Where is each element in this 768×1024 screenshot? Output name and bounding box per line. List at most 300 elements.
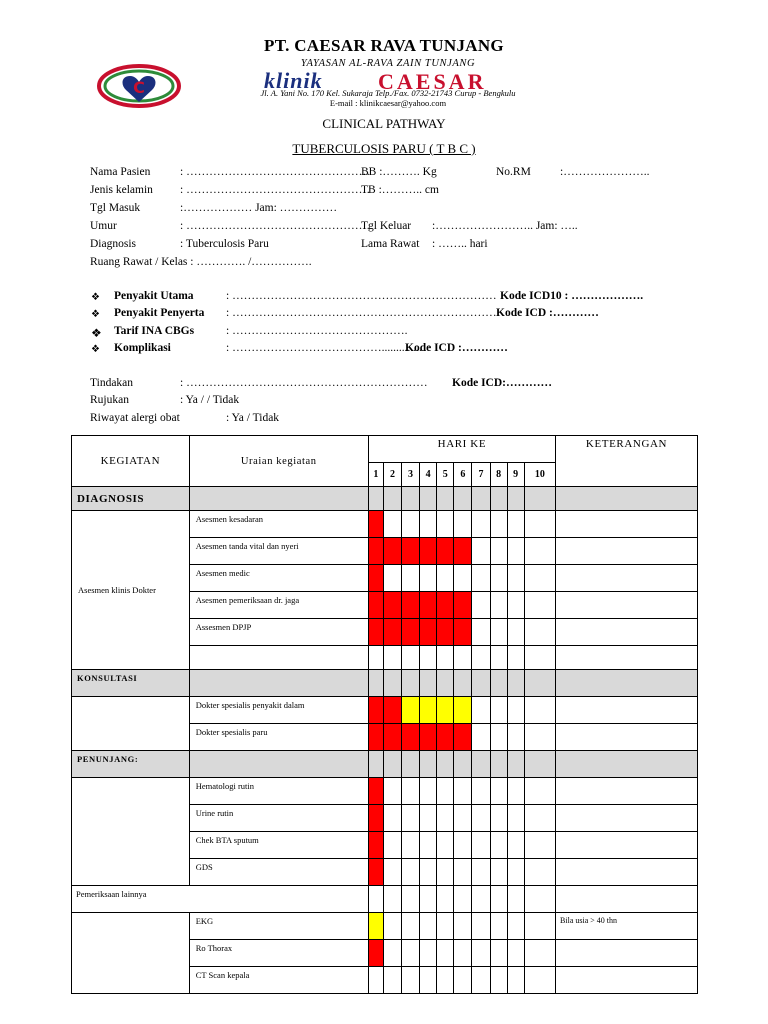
keterangan-cell[interactable]: Bila usia > 40 thn bbox=[556, 913, 698, 940]
day-cell[interactable] bbox=[490, 886, 507, 913]
day-cell[interactable] bbox=[490, 805, 507, 832]
yayasan-name: YAYASAN AL-RAVA ZAIN TUNJANG bbox=[300, 58, 476, 69]
day-cell[interactable] bbox=[472, 538, 490, 565]
penyakit-penyerta-label: Penyakit Penyerta bbox=[114, 307, 205, 319]
table-row bbox=[72, 511, 698, 538]
day-cell bbox=[383, 487, 401, 511]
day-cell bbox=[437, 670, 454, 697]
day-cell[interactable] bbox=[472, 646, 490, 670]
day-cell[interactable] bbox=[383, 619, 401, 646]
keterangan-header: KETERANGAN bbox=[556, 436, 698, 487]
klinik-word: klinik bbox=[264, 68, 323, 93]
tindakan-field[interactable]: : ……………………………………………………… bbox=[180, 377, 428, 389]
clinical-pathway-table bbox=[71, 435, 698, 994]
day-cell[interactable] bbox=[402, 697, 420, 724]
day-cell[interactable] bbox=[402, 511, 420, 538]
day-cell[interactable] bbox=[524, 832, 555, 859]
day-cell[interactable] bbox=[420, 646, 437, 670]
bb-field[interactable]: BB :………. Kg bbox=[361, 166, 437, 178]
kode-icd10-field[interactable]: Kode ICD10 : ………………. bbox=[500, 290, 644, 302]
day-cell[interactable] bbox=[420, 619, 437, 646]
day-cell[interactable] bbox=[490, 724, 507, 751]
day-number: 7 bbox=[472, 463, 490, 487]
day-cell bbox=[420, 487, 437, 511]
document-subtitle: TUBERCULOSIS PARU ( T B C ) bbox=[292, 141, 476, 156]
day-cell bbox=[420, 751, 437, 778]
day-cell[interactable] bbox=[454, 619, 472, 646]
day-cell bbox=[454, 751, 472, 778]
keterangan-cell[interactable] bbox=[556, 619, 698, 646]
day-cell[interactable] bbox=[383, 538, 401, 565]
day-cell[interactable] bbox=[524, 697, 555, 724]
pemeriksaan-lain-label: Pemeriksaan lainnya bbox=[72, 886, 369, 913]
day-cell[interactable] bbox=[420, 592, 437, 619]
day-cell[interactable] bbox=[402, 805, 420, 832]
clinic-address: Jl. A. Yani No. 170 Kel. Sukaraja Telp./Fax. 0732-21743 Curup - Bengkulu bbox=[260, 88, 516, 98]
clinic-banner bbox=[206, 58, 570, 106]
day-cell[interactable] bbox=[472, 940, 490, 967]
day-cell[interactable] bbox=[368, 805, 383, 832]
day-cell[interactable] bbox=[524, 940, 555, 967]
kegiatan-group-cell bbox=[72, 913, 190, 994]
day-cell bbox=[368, 751, 383, 778]
uraian-cell: Dokter spesialis paru bbox=[189, 724, 368, 751]
day-cell[interactable] bbox=[454, 940, 472, 967]
day-cell[interactable] bbox=[454, 886, 472, 913]
day-cell[interactable] bbox=[437, 511, 454, 538]
day-cell[interactable] bbox=[454, 697, 472, 724]
uraian-cell: Asesmen tanda vital dan nyeri bbox=[189, 538, 368, 565]
day-cell[interactable] bbox=[507, 805, 524, 832]
day-cell[interactable] bbox=[490, 832, 507, 859]
day-cell bbox=[383, 670, 401, 697]
day-cell[interactable] bbox=[437, 778, 454, 805]
keterangan-cell[interactable] bbox=[556, 592, 698, 619]
clinic-logo bbox=[96, 62, 182, 110]
day-cell[interactable] bbox=[507, 697, 524, 724]
uraian-cell: Assesmen DPJP bbox=[189, 619, 368, 646]
day-cell[interactable] bbox=[383, 940, 401, 967]
uraian-header: Uraian kegiatan bbox=[189, 436, 368, 487]
komplikasi-label: Komplikasi bbox=[114, 342, 171, 354]
nama-field[interactable]: : ………………………………………… bbox=[180, 166, 371, 178]
day-cell[interactable] bbox=[368, 778, 383, 805]
day-cell[interactable] bbox=[437, 619, 454, 646]
day-cell[interactable] bbox=[507, 592, 524, 619]
company-name: PT. CAESAR RAVA TUNJANG bbox=[264, 36, 504, 55]
day-cell[interactable] bbox=[402, 538, 420, 565]
day-cell[interactable] bbox=[368, 697, 383, 724]
keterangan-cell bbox=[556, 487, 698, 511]
day-cell bbox=[507, 487, 524, 511]
section-header: PENUNJANG: bbox=[72, 751, 190, 778]
table-row bbox=[72, 697, 698, 724]
uraian-cell: Urine rutin bbox=[189, 805, 368, 832]
uraian-cell bbox=[189, 751, 368, 778]
day-number: 5 bbox=[437, 463, 454, 487]
tindakan-label: Tindakan bbox=[90, 377, 134, 389]
diamond-bullet-icon: ❖ bbox=[91, 292, 100, 303]
keterangan-cell bbox=[556, 751, 698, 778]
day-cell[interactable] bbox=[420, 778, 437, 805]
day-cell[interactable] bbox=[402, 886, 420, 913]
kode-icd-field-1[interactable]: Kode ICD :………… bbox=[496, 307, 599, 319]
table-row bbox=[72, 778, 698, 805]
day-cell[interactable] bbox=[524, 724, 555, 751]
day-number: 1 bbox=[368, 463, 383, 487]
uraian-cell: GDS bbox=[189, 859, 368, 886]
day-cell bbox=[490, 487, 507, 511]
day-cell[interactable] bbox=[524, 886, 555, 913]
day-cell[interactable] bbox=[383, 967, 401, 994]
keterangan-cell[interactable] bbox=[556, 511, 698, 538]
day-cell[interactable] bbox=[490, 697, 507, 724]
keterangan-cell[interactable] bbox=[556, 538, 698, 565]
kegiatan-group-cell bbox=[72, 778, 190, 886]
day-cell[interactable] bbox=[420, 805, 437, 832]
day-cell[interactable] bbox=[472, 832, 490, 859]
day-cell[interactable] bbox=[454, 646, 472, 670]
day-cell[interactable] bbox=[490, 592, 507, 619]
keterangan-cell[interactable] bbox=[556, 832, 698, 859]
day-cell[interactable] bbox=[490, 646, 507, 670]
day-cell[interactable] bbox=[507, 940, 524, 967]
day-cell[interactable] bbox=[524, 646, 555, 670]
rujukan-field[interactable]: : Ya / / Tidak bbox=[180, 394, 240, 406]
uraian-cell[interactable] bbox=[189, 646, 368, 670]
day-cell[interactable] bbox=[507, 778, 524, 805]
day-cell[interactable] bbox=[524, 913, 555, 940]
day-cell[interactable] bbox=[472, 778, 490, 805]
day-cell[interactable] bbox=[383, 646, 401, 670]
day-cell[interactable] bbox=[437, 913, 454, 940]
day-cell[interactable] bbox=[402, 778, 420, 805]
day-cell[interactable] bbox=[490, 565, 507, 592]
day-cell[interactable] bbox=[383, 778, 401, 805]
day-cell[interactable] bbox=[437, 697, 454, 724]
kegiatan-header: KEGIATAN bbox=[72, 436, 190, 487]
day-cell[interactable] bbox=[402, 832, 420, 859]
tarif-label: Tarif INA CBGs bbox=[114, 325, 195, 337]
day-cell[interactable] bbox=[420, 913, 437, 940]
keterangan-cell[interactable] bbox=[556, 565, 698, 592]
uraian-cell: Asesmen kesadaran bbox=[189, 511, 368, 538]
keterangan-cell[interactable] bbox=[556, 646, 698, 670]
day-cell[interactable] bbox=[507, 913, 524, 940]
day-cell[interactable] bbox=[383, 913, 401, 940]
keterangan-cell[interactable] bbox=[556, 967, 698, 994]
day-cell[interactable] bbox=[437, 886, 454, 913]
hari-ke-header: HARI KE bbox=[368, 436, 555, 463]
day-cell[interactable] bbox=[402, 967, 420, 994]
uraian-cell: Hematologi rutin bbox=[189, 778, 368, 805]
kegiatan-group-cell: Asesmen klinis Dokter bbox=[72, 511, 190, 670]
day-cell[interactable] bbox=[420, 940, 437, 967]
day-cell[interactable] bbox=[507, 832, 524, 859]
norm-label: No.RM bbox=[496, 166, 531, 178]
day-cell bbox=[524, 751, 555, 778]
day-number: 8 bbox=[490, 463, 507, 487]
day-cell bbox=[507, 751, 524, 778]
day-cell bbox=[524, 487, 555, 511]
day-cell[interactable] bbox=[383, 565, 401, 592]
uraian-cell: Ro Thorax bbox=[189, 940, 368, 967]
keterangan-cell[interactable] bbox=[556, 859, 698, 886]
diamond-bullet-icon: ❖ bbox=[91, 309, 100, 320]
day-cell[interactable] bbox=[524, 538, 555, 565]
tgl-keluar-label: Tgl Keluar bbox=[361, 220, 412, 232]
section-header: KONSULTASI bbox=[72, 670, 190, 697]
day-cell[interactable] bbox=[454, 724, 472, 751]
alergi-field[interactable]: : Ya / Tidak bbox=[226, 412, 280, 424]
document-title: CLINICAL PATHWAY bbox=[322, 116, 446, 131]
day-cell[interactable] bbox=[420, 511, 437, 538]
day-cell[interactable] bbox=[437, 538, 454, 565]
uraian-cell: EKG bbox=[189, 913, 368, 940]
day-cell[interactable] bbox=[368, 832, 383, 859]
day-cell bbox=[368, 487, 383, 511]
kegiatan-group-cell bbox=[72, 697, 190, 751]
day-cell[interactable] bbox=[472, 724, 490, 751]
day-cell[interactable] bbox=[368, 940, 383, 967]
umur-field[interactable]: : ………………………………………… bbox=[180, 220, 371, 232]
uraian-cell: CT Scan kepala bbox=[189, 967, 368, 994]
day-cell[interactable] bbox=[437, 592, 454, 619]
day-cell[interactable] bbox=[524, 967, 555, 994]
day-cell[interactable] bbox=[524, 511, 555, 538]
day-cell[interactable] bbox=[454, 805, 472, 832]
day-cell[interactable] bbox=[454, 859, 472, 886]
day-cell[interactable] bbox=[383, 859, 401, 886]
tgl-masuk-label: Tgl Masuk bbox=[90, 202, 141, 214]
cross-bullet-icon: ❖ bbox=[91, 326, 102, 340]
day-cell[interactable] bbox=[437, 646, 454, 670]
day-cell[interactable] bbox=[368, 565, 383, 592]
day-cell[interactable] bbox=[437, 940, 454, 967]
day-cell[interactable] bbox=[437, 967, 454, 994]
day-cell[interactable] bbox=[368, 538, 383, 565]
day-cell[interactable] bbox=[507, 511, 524, 538]
section-header: DIAGNOSIS bbox=[72, 487, 190, 511]
day-cell[interactable] bbox=[368, 967, 383, 994]
day-cell[interactable] bbox=[472, 697, 490, 724]
jk-field[interactable]: : ………………………………………… bbox=[180, 184, 371, 196]
day-cell[interactable] bbox=[454, 592, 472, 619]
day-cell[interactable] bbox=[507, 565, 524, 592]
day-cell[interactable] bbox=[368, 886, 383, 913]
day-number: 4 bbox=[420, 463, 437, 487]
penyakit-penyerta-field[interactable]: : …………………………………………………………… bbox=[226, 307, 497, 319]
day-number: 9 bbox=[507, 463, 524, 487]
day-cell[interactable] bbox=[472, 565, 490, 592]
day-cell[interactable] bbox=[383, 511, 401, 538]
day-cell[interactable] bbox=[454, 778, 472, 805]
keterangan-cell[interactable] bbox=[556, 724, 698, 751]
uraian-cell bbox=[189, 487, 368, 511]
uraian-cell: Asesmen medic bbox=[189, 565, 368, 592]
uraian-cell: Dokter spesialis penyakit dalam bbox=[189, 697, 368, 724]
day-cell[interactable] bbox=[402, 592, 420, 619]
day-cell[interactable] bbox=[402, 940, 420, 967]
day-cell[interactable] bbox=[368, 913, 383, 940]
day-cell[interactable] bbox=[524, 778, 555, 805]
day-cell[interactable] bbox=[383, 697, 401, 724]
day-cell bbox=[402, 487, 420, 511]
day-cell[interactable] bbox=[507, 886, 524, 913]
day-cell[interactable] bbox=[368, 724, 383, 751]
day-cell[interactable] bbox=[490, 940, 507, 967]
day-number: 10 bbox=[524, 463, 555, 487]
day-cell[interactable] bbox=[524, 565, 555, 592]
penyakit-utama-field[interactable]: : …………………………………………………………… bbox=[226, 290, 497, 302]
alergi-label: Riwayat alergi obat bbox=[90, 412, 180, 424]
day-cell[interactable] bbox=[454, 832, 472, 859]
ruang-rawat-field[interactable]: Ruang Rawat / Kelas : …………. /……………. bbox=[90, 256, 312, 268]
day-cell[interactable] bbox=[420, 859, 437, 886]
tarif-field[interactable]: : ………………………………………. bbox=[226, 325, 408, 337]
keterangan-cell[interactable] bbox=[556, 886, 698, 913]
keterangan-cell[interactable] bbox=[556, 940, 698, 967]
kode-icd-field-2[interactable]: Kode ICD :………… bbox=[405, 342, 508, 354]
keterangan-cell bbox=[556, 670, 698, 697]
day-cell[interactable] bbox=[402, 859, 420, 886]
day-cell[interactable] bbox=[383, 832, 401, 859]
day-cell[interactable] bbox=[420, 697, 437, 724]
day-number: 3 bbox=[402, 463, 420, 487]
day-cell[interactable] bbox=[507, 619, 524, 646]
day-cell[interactable] bbox=[368, 646, 383, 670]
day-cell[interactable] bbox=[437, 805, 454, 832]
day-cell[interactable] bbox=[507, 724, 524, 751]
day-cell[interactable] bbox=[383, 805, 401, 832]
day-cell bbox=[402, 670, 420, 697]
uraian-cell: Chek BTA sputum bbox=[189, 832, 368, 859]
lama-rawat-field[interactable]: : …….. hari bbox=[432, 238, 488, 250]
day-cell[interactable] bbox=[368, 592, 383, 619]
day-cell[interactable] bbox=[454, 967, 472, 994]
day-cell[interactable] bbox=[507, 538, 524, 565]
day-cell[interactable] bbox=[402, 619, 420, 646]
day-cell[interactable] bbox=[437, 832, 454, 859]
umur-label: Umur bbox=[90, 220, 117, 232]
day-cell[interactable] bbox=[368, 511, 383, 538]
day-cell bbox=[472, 751, 490, 778]
day-cell[interactable] bbox=[472, 511, 490, 538]
day-cell[interactable] bbox=[383, 886, 401, 913]
day-cell[interactable] bbox=[454, 538, 472, 565]
day-cell[interactable] bbox=[368, 619, 383, 646]
day-cell bbox=[472, 487, 490, 511]
day-cell[interactable] bbox=[420, 538, 437, 565]
day-cell bbox=[454, 487, 472, 511]
uraian-cell bbox=[189, 670, 368, 697]
tb-field[interactable]: TB :……….. cm bbox=[361, 184, 439, 196]
day-cell[interactable] bbox=[472, 805, 490, 832]
day-cell[interactable] bbox=[490, 619, 507, 646]
day-cell[interactable] bbox=[383, 592, 401, 619]
day-cell bbox=[402, 751, 420, 778]
keterangan-cell[interactable] bbox=[556, 778, 698, 805]
logo-letter: C bbox=[133, 78, 145, 97]
day-cell[interactable] bbox=[454, 511, 472, 538]
day-cell[interactable] bbox=[490, 967, 507, 994]
table-row bbox=[72, 913, 698, 940]
day-cell[interactable] bbox=[472, 886, 490, 913]
kode-icd-field-3[interactable]: Kode ICD:………… bbox=[452, 377, 552, 389]
day-cell[interactable] bbox=[472, 859, 490, 886]
day-cell[interactable] bbox=[524, 859, 555, 886]
day-cell[interactable] bbox=[490, 913, 507, 940]
day-cell[interactable] bbox=[490, 778, 507, 805]
day-number: 6 bbox=[454, 463, 472, 487]
diamond-bullet-icon: ❖ bbox=[91, 344, 100, 355]
day-cell bbox=[437, 751, 454, 778]
day-cell[interactable] bbox=[524, 805, 555, 832]
day-cell bbox=[383, 751, 401, 778]
day-cell[interactable] bbox=[368, 859, 383, 886]
day-cell[interactable] bbox=[472, 967, 490, 994]
day-cell[interactable] bbox=[383, 724, 401, 751]
day-number: 2 bbox=[383, 463, 401, 487]
tgl-keluar-field[interactable]: :…………………….. Jam: ….. bbox=[432, 220, 578, 232]
day-cell bbox=[454, 670, 472, 697]
day-cell bbox=[490, 751, 507, 778]
day-cell[interactable] bbox=[490, 859, 507, 886]
day-cell[interactable] bbox=[490, 511, 507, 538]
day-cell[interactable] bbox=[472, 592, 490, 619]
keterangan-cell[interactable] bbox=[556, 697, 698, 724]
day-cell[interactable] bbox=[402, 565, 420, 592]
day-cell[interactable] bbox=[420, 886, 437, 913]
day-cell bbox=[490, 670, 507, 697]
day-cell[interactable] bbox=[472, 913, 490, 940]
day-cell[interactable] bbox=[507, 967, 524, 994]
day-cell[interactable] bbox=[454, 565, 472, 592]
lama-rawat-label: Lama Rawat bbox=[361, 238, 420, 250]
day-cell[interactable] bbox=[437, 859, 454, 886]
day-cell[interactable] bbox=[402, 724, 420, 751]
day-cell[interactable] bbox=[490, 538, 507, 565]
day-cell[interactable] bbox=[524, 592, 555, 619]
penyakit-utama-label: Penyakit Utama bbox=[114, 290, 194, 302]
jk-label: Jenis kelamin bbox=[90, 184, 153, 196]
day-cell[interactable] bbox=[420, 832, 437, 859]
komplikasi-field[interactable]: : ………………………………….............. bbox=[226, 342, 422, 354]
day-cell[interactable] bbox=[507, 646, 524, 670]
day-cell bbox=[368, 670, 383, 697]
day-cell[interactable] bbox=[420, 724, 437, 751]
day-cell[interactable] bbox=[420, 967, 437, 994]
day-cell[interactable] bbox=[402, 913, 420, 940]
norm-field[interactable]: :………………….. bbox=[560, 166, 650, 178]
day-cell bbox=[420, 670, 437, 697]
day-cell[interactable] bbox=[524, 619, 555, 646]
keterangan-cell[interactable] bbox=[556, 805, 698, 832]
day-cell[interactable] bbox=[402, 646, 420, 670]
day-cell[interactable] bbox=[437, 565, 454, 592]
day-cell bbox=[507, 670, 524, 697]
tgl-masuk-field[interactable]: :……………… Jam: …………… bbox=[180, 202, 338, 214]
day-cell[interactable] bbox=[437, 724, 454, 751]
day-cell bbox=[472, 670, 490, 697]
day-cell[interactable] bbox=[472, 619, 490, 646]
nama-label: Nama Pasien bbox=[90, 166, 151, 178]
day-cell[interactable] bbox=[420, 565, 437, 592]
day-cell[interactable] bbox=[507, 859, 524, 886]
diagnosis-label: Diagnosis bbox=[90, 238, 136, 250]
diagnosis-value: : Tuberculosis Paru bbox=[180, 238, 269, 250]
day-cell[interactable] bbox=[454, 913, 472, 940]
